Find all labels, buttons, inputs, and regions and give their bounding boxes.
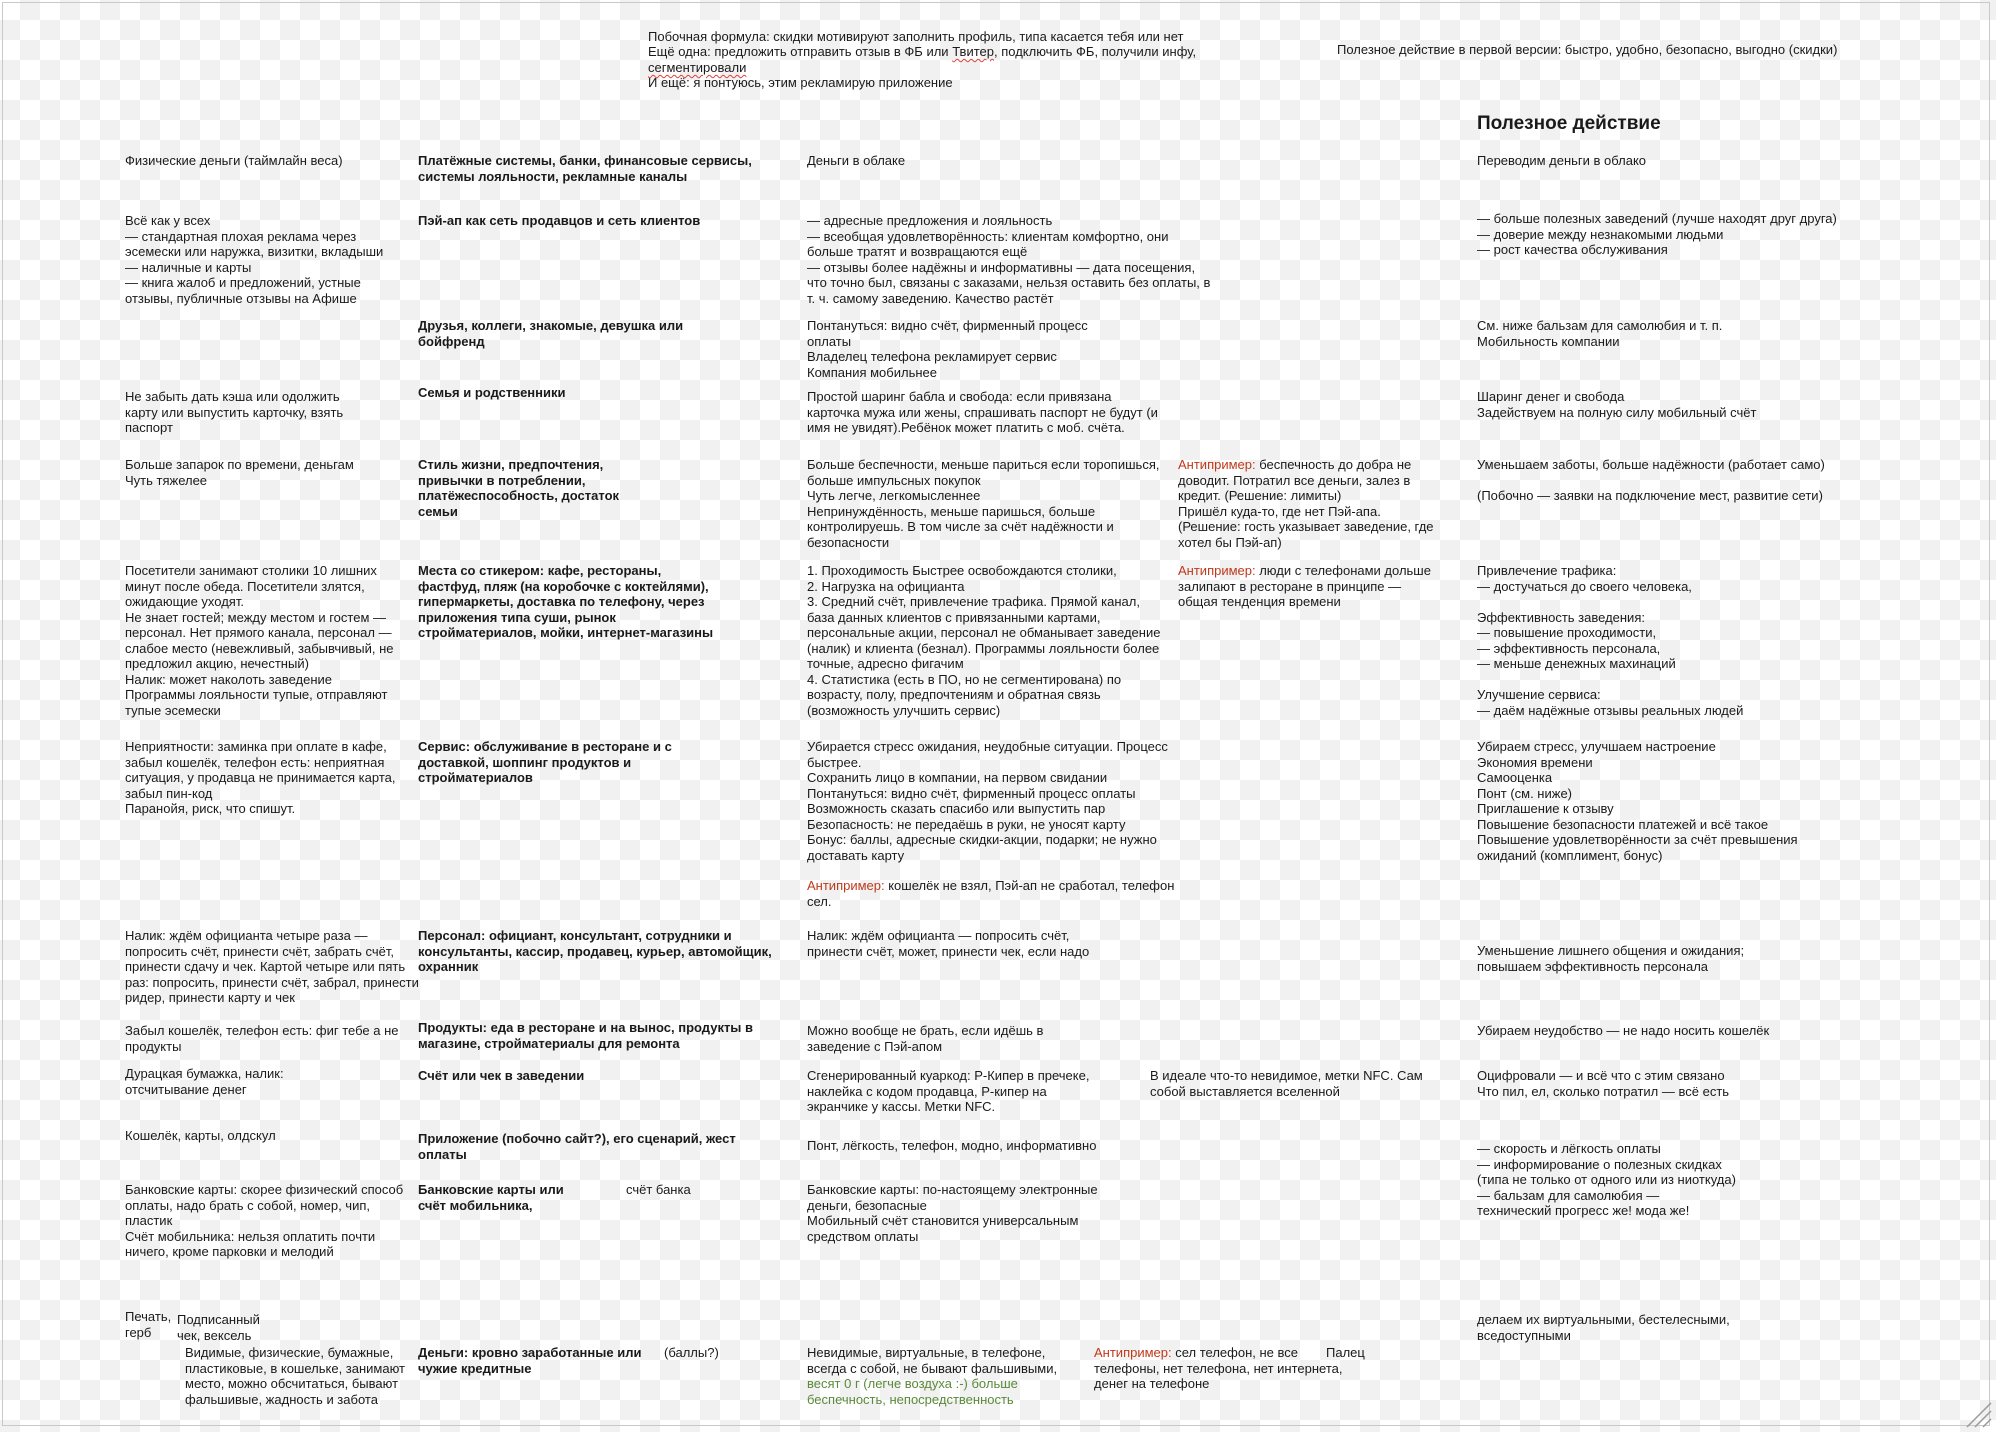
row-0-useful: — больше полезных заведений (лучше находят друг друга) — доверие между незнакомыми людьми — рост качества обслуживания	[1477, 211, 1837, 257]
row-11-cloud: Невидимые, виртуальные, в телефоне, всегда с собой, не бывают фальшивыми,	[807, 1345, 1058, 1376]
row-11-extra: Палец	[1326, 1345, 1365, 1360]
row-10-cloud: Банковские карты: по-настоящему электронные деньги, безопасные Мобильный счёт становится универсальным средством оплаты	[807, 1182, 1098, 1244]
side-formula-3: И ещё: я понтуюсь, этим рекламирую приложение	[648, 75, 953, 90]
side-formula-2-cont: сегментировали	[648, 60, 747, 75]
row-11-system-extra: (баллы?)	[664, 1345, 719, 1360]
row-0-system: Пэй-ап как сеть продавцов и сеть клиентов	[418, 213, 701, 228]
row-6-physical: Налик: ждём официанта четыре раза — попросить счёт, принести счёт, забрать счёт, принести сдачу и чек. Картой четыре или пять раз: попросить, принести счёт, забрал, принести ридер, принести карту и чек	[125, 928, 419, 1005]
row-10-system: Банковские карты или счёт мобильника,	[418, 1182, 564, 1213]
row-4-physical: Посетители занимают столики 10 лишних минут после обеда. Посетители злятся, ожидающие уходят. Не знает гостей; между местом и гостем — персонал. Нет прямого канала, персонал — слабое место (невежливый, забывчивый, не предложил акцию, нечестный) Налик: может наколоть заведение Программы лояльности тупые, отправляют тупые эсемески	[125, 563, 394, 718]
row-10-physical: Банковские карты: скорее физический способ оплаты, надо брать с собой, номер, чип, пластик Счёт мобильника: нельзя оплатить почти ничего, кроме парковки и мелодий	[125, 1182, 404, 1259]
resize-handle[interactable]	[1962, 1398, 1992, 1428]
row-5-antiexample: Антипример: кошелёк не взял, Пэй-ап не сработал, телефон сел.	[807, 878, 1175, 909]
row-7-physical: Забыл кошелёк, телефон есть: фиг тебе а не продукты	[125, 1023, 399, 1054]
row-5-physical: Неприятности: заминка при оплате в кафе, забыл кошелёк, телефон есть: неприятная ситуация, у продавца не принимается карта, забыл пин-код Паранойя, риск, что спишут.	[125, 739, 396, 816]
row-8-system: Счёт или чек в заведении	[418, 1068, 585, 1083]
row-8-cloud: Сгенерированный куаркод: Р-Кипер в пречеке, наклейка с кодом продавца, Р-кипер на экранчике у кассы. Метки NFC.	[807, 1068, 1090, 1114]
row-6-useful: Уменьшение лишнего общения и ожидания; повышаем эффективность персонала	[1477, 943, 1745, 974]
row-4-antiexample: Антипример: люди с телефонами дольше залипают в ресторане в принципе — общая тенденция времени	[1178, 563, 1431, 609]
useful-action-title: Полезное действие	[1477, 113, 1661, 134]
row-5-system: Сервис: обслуживание в ресторане и с доставкой, шоппинг продуктов и стройматериалов	[418, 739, 672, 785]
row-3-physical: Больше запарок по времени, деньгам Чуть тяжелее	[125, 457, 354, 488]
row-9-system: Приложение (побочно сайт?), его сценарий, жест оплаты	[418, 1131, 736, 1162]
row-3-cloud: Больше беспечности, меньше париться если торопишься, больше импульсных покупок Чуть легче, легкомысленнее Непринуждённость, меньше паришься, больше контролируешь. В том числе за счёт надёжности и безопасности	[807, 457, 1160, 550]
row-8-extra: В идеале что-то невидимое, метки NFC. Сам собой выставляется вселенной	[1150, 1068, 1423, 1099]
row-5-useful: Убираем стресс, улучшаем настроение Экономия времени Самооценка Понт (см. ниже) Приглашение к отзыву Повышение безопасности платежей и всё такое Повышение удовлетворённости за счёт превышения ожиданий (комплимент, бонус)	[1477, 739, 1798, 863]
row-11-cloud-green: весят 0 г (легче воздуха :-) больше беспечность, непосредственность	[807, 1376, 1018, 1407]
row-9-useful: — скорость и лёгкость оплаты — информирование о полезных скидках (типа не только от одного или из ниоткуда) — бальзам для самолюбия — технический прогресс же! мода же!	[1477, 1141, 1736, 1218]
row-2-physical: Не забыть дать кэша или одолжить карту или выпустить карточку, взять паспорт	[125, 389, 344, 435]
row-8-useful: Оцифровали — и всё что с этим связано Что пил, ел, сколько потратил — всё есть	[1477, 1068, 1730, 1099]
row-1-useful: См. ниже бальзам для самолюбия и т. п. Мобильность компании	[1477, 318, 1723, 349]
row-11-physical-a: Печать, герб	[125, 1309, 172, 1340]
row-11-system: Деньги: кровно заработанные или чужие кредитные	[418, 1345, 642, 1376]
row-2-useful: Шаринг денег и свобода Задействуем на полную силу мобильный счёт	[1477, 389, 1757, 420]
row-0-physical: Всё как у всех — стандартная плохая реклама через эсемески или наружка, визитки, вкладыши — наличные и карты — книга жалоб и предложений, устные отзывы, публичные отзывы на Афише	[125, 213, 384, 306]
row-6-cloud: Налик: ждём официанта — попросить счёт, принести счёт, может, принести чек, если надо	[807, 928, 1090, 959]
row-5-cloud: Убирается стресс ожидания, неудобные ситуации. Процесс быстрее. Сохранить лицо в компании, на первом свидании Понтануться: видно счёт, фирменный процесс оплаты Возможность сказать спасибо или выпустить пар Безопасность: не передаёшь в руки, не уносят карту Бонус: баллы, адресные скидки-акции, подарки; не нужно доставать карту	[807, 739, 1168, 863]
row-2-cloud: Простой шаринг бабла и свобода: если привязана карточка мужа или жены, спрашивать паспорт не будут (и имя не увидят).Ребёнок может платить с моб. счёта.	[807, 389, 1158, 435]
row-9-physical: Кошелёк, карты, олдскул	[125, 1128, 276, 1143]
antiexample-label: Антипример:	[807, 878, 885, 893]
row-3-system: Стиль жизни, предпочтения, привычки в потреблении, платёжеспособность, достаток семьи	[418, 457, 620, 519]
row-1-cloud: Понтануться: видно счёт, фирменный процесс оплаты Владелец телефона рекламирует сервис Компания мобильнее	[807, 318, 1088, 380]
row-7-cloud: Можно вообще не брать, если идёшь в заведение с Пэй-апом	[807, 1023, 1044, 1054]
row-3-useful: Уменьшаем заботы, больше надёжности (работает само) (Побочно — заявки на подключение мест, развитие сети)	[1477, 457, 1825, 503]
row-0-cloud: — адресные предложения и лояльность — всеобщая удовлетворённость: клиентам комфортно, они больше тратят и возвращаются ещё — отзывы более надёжны и информативны — дата посещения, что точно был, связаны с заказами, нельзя оставить без оплаты, в т. ч. самому заведению. Качество растёт	[807, 213, 1211, 306]
header-cloud: Деньги в облаке	[807, 153, 906, 168]
side-formula-1: Побочная формула: скидки мотивируют заполнить профиль, типа касается тебя или нет	[648, 29, 1184, 44]
row-11-antiexample: Антипример: сел телефон, не все телефоны, нет телефона, нет интернета, денег на телефоне	[1094, 1345, 1343, 1391]
row-4-useful: Привлечение трафика: — достучаться до своего человека, Эффективность заведения: — повышение проходимости, — эффективность персонала, — меньше денежных махинаций Улучшение сервиса: — даём надёжные отзывы реальных людей	[1477, 563, 1744, 718]
row-11-useful: делаем их виртуальными, бестелесными, вседоступными	[1477, 1312, 1730, 1343]
row-6-system: Персонал: официант, консультант, сотрудники и консультанты, кассир, продавец, курьер, автомойщик, охранник	[418, 928, 772, 974]
row-1-system: Друзья, коллеги, знакомые, девушка или бойфренд	[418, 318, 684, 349]
row-7-useful: Убираем неудобство — не надо носить кошелёк	[1477, 1023, 1770, 1038]
antiexample-label: Антипример:	[1094, 1345, 1172, 1360]
antiexample-label: Антипример:	[1178, 563, 1256, 578]
header-physical: Физические деньги (таймлайн веса)	[125, 153, 343, 168]
row-7-system: Продукты: еда в ресторане и на вынос, продукты в магазине, стройматериалы для ремонта	[418, 1020, 754, 1051]
row-11-physical: Видимые, физические, бумажные, пластиковые, в кошельке, занимают место, можно обсчитаться, бывают фальшивые, жадность и забота	[185, 1345, 406, 1407]
header-systems: Платёжные системы, банки, финансовые сервисы, системы лояльности, рекламные каналы	[418, 153, 752, 184]
side-formula-2: Ещё одна: предложить отправить отзыв в ФБ или Твитер, подключить ФБ, получили инфу,	[648, 44, 1197, 59]
antiexample-label: Антипример:	[1178, 457, 1256, 472]
row-2-system: Семья и родственники	[418, 385, 566, 400]
row-3-antiexample: Антипример: беспечность до добра не доводит. Потратил все деньги, залез в кредит. (Решение: лимиты) Пришёл куда-то, где нет Пэй-апа. (Решение: гость указывает заведение, где хотел бы Пэй-ап)	[1178, 457, 1434, 550]
row-8-physical: Дурацкая бумажка, налик: отсчитывание денег	[125, 1066, 284, 1097]
row-4-system: Места со стикером: кафе, рестораны, фастфуд, пляж (на коробочке с коктейлями), гипермаркеты, доставка по телефону, через приложения типа суши, рынок стройматериалов, мойки, интернет-магазины	[418, 563, 714, 640]
row-9-cloud: Понт, лёгкость, телефон, модно, информативно	[807, 1138, 1097, 1153]
first-version-note: Полезное действие в первой версии: быстро, удобно, безопасно, выгодно (скидки)	[1337, 42, 1838, 57]
row-11-physical-b: Подписанный чек, вексель	[177, 1312, 260, 1343]
row-10-system-extra: счёт банка	[626, 1182, 691, 1197]
header-useful: Переводим деньги в облако	[1477, 153, 1647, 168]
row-4-cloud: 1. Проходимость Быстрее освобождаются столики, 2. Нагрузка на официанта 3. Средний счёт, привлечение трафика. Прямой канал, база данных клиентов с привязанными картами, персональные акции, персонал не обманывает заведение (налик) и клиента (безнал). Программы лояльности более точные, адресно фигачим 4. Статистика (есть в ПО, но не сегментирована) по возрасту, полу, предпочтениям и обратная связь (возможность улучшить сервис)	[807, 563, 1161, 718]
